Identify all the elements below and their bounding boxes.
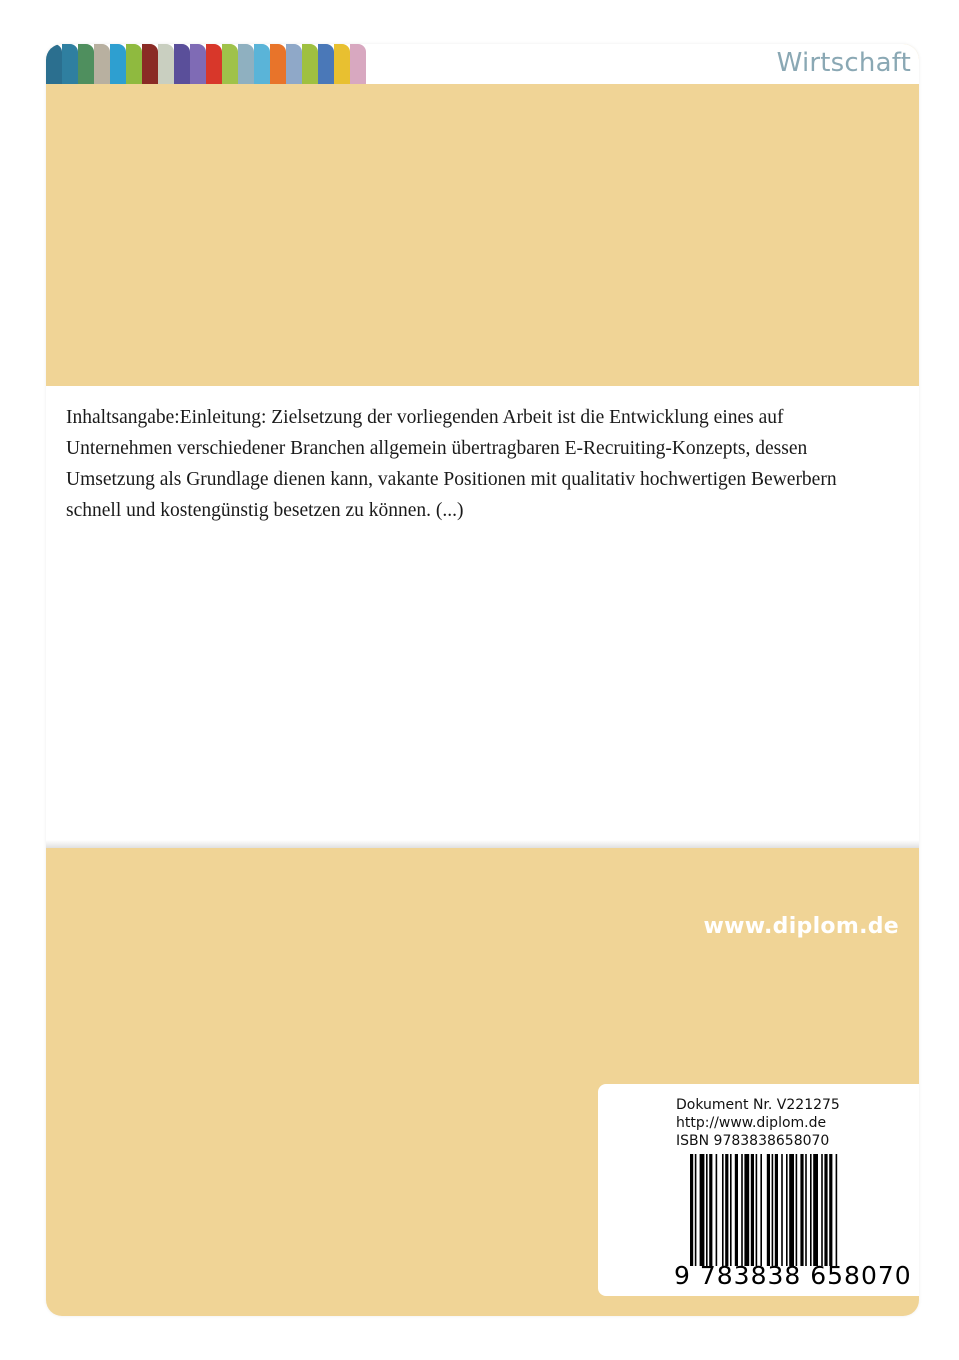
barcode-bar [709, 1154, 712, 1266]
color-tab [110, 44, 126, 84]
color-tab [286, 44, 302, 84]
document-url: http://www.diplom.de [676, 1115, 827, 1131]
color-tab [62, 44, 78, 84]
barcode-bar [836, 1154, 838, 1266]
document-meta [676, 1096, 840, 1150]
isbn-label: ISBN 9783838658070 [676, 1133, 830, 1149]
barcode-bar [700, 1154, 705, 1266]
barcode-bar [716, 1154, 718, 1266]
barcode-bar [810, 1154, 812, 1266]
barcode-bar [760, 1154, 762, 1266]
barcode-bar [695, 1154, 697, 1266]
color-tab [238, 44, 254, 84]
barcode-bar [775, 1154, 778, 1266]
barcode-bar [821, 1154, 823, 1266]
band-shadow [46, 840, 919, 848]
barcode-bar [781, 1154, 783, 1266]
barcode-digits: 9 783838 658070 [674, 1261, 912, 1290]
barcode-bar [756, 1154, 758, 1266]
barcode-bar [829, 1154, 832, 1266]
barcode-bar [730, 1154, 732, 1266]
color-tab [270, 44, 286, 84]
barcode-bar [800, 1154, 803, 1266]
color-tab [190, 44, 206, 84]
blurb-text: Inhaltsangabe:Einleitung: Zielsetzung der vorliegenden Arbeit ist die Entwicklung eines auf Unternehmen verschiedener Branchen allgemein übertragbaren E-Recruiting-Konzepts, dessen Umsetzung als Grundlage dienen kann, vakante Positionen mit qualitativ hochwertigen Bewerbern schnell und kostengünstig besetzen zu können. (...) [66, 407, 837, 521]
barcode-bar [772, 1154, 774, 1266]
barcode-bar [786, 1154, 788, 1266]
color-tab [206, 44, 222, 84]
barcode-bar [805, 1154, 807, 1266]
barcode-bar [706, 1154, 708, 1266]
color-tab [142, 44, 158, 84]
color-tab [46, 44, 62, 84]
color-tab [78, 44, 94, 84]
barcode-panel [598, 1084, 919, 1296]
barcode-bar [741, 1154, 743, 1266]
color-tab [302, 44, 318, 84]
barcode-bar [824, 1154, 827, 1266]
color-tab [126, 44, 142, 84]
color-tab [94, 44, 110, 84]
barcode-bar [725, 1154, 728, 1266]
barcode-bar [813, 1154, 818, 1266]
color-tab [222, 44, 238, 84]
color-tab [318, 44, 334, 84]
barcode-bar [796, 1154, 798, 1266]
subject-label: Wirtschaft [776, 48, 911, 78]
color-tab [334, 44, 350, 84]
book-cover [46, 44, 919, 1316]
tab-strip [46, 44, 919, 84]
color-tabs [46, 44, 366, 84]
barcode-bar [789, 1154, 794, 1266]
barcode-bar [744, 1154, 749, 1266]
color-tab [350, 44, 366, 84]
color-tab [254, 44, 270, 84]
barcode-bar [722, 1154, 724, 1266]
top-color-band [46, 44, 919, 386]
website-label: www.diplom.de [703, 914, 899, 939]
barcode-image [690, 1154, 898, 1266]
color-tab [174, 44, 190, 84]
document-number: Dokument Nr. V221275 [676, 1097, 840, 1113]
color-tab [158, 44, 174, 84]
barcode-bar [690, 1154, 693, 1266]
barcode-bar [767, 1154, 770, 1266]
barcode-bar [735, 1154, 738, 1266]
barcode-bar [751, 1154, 754, 1266]
